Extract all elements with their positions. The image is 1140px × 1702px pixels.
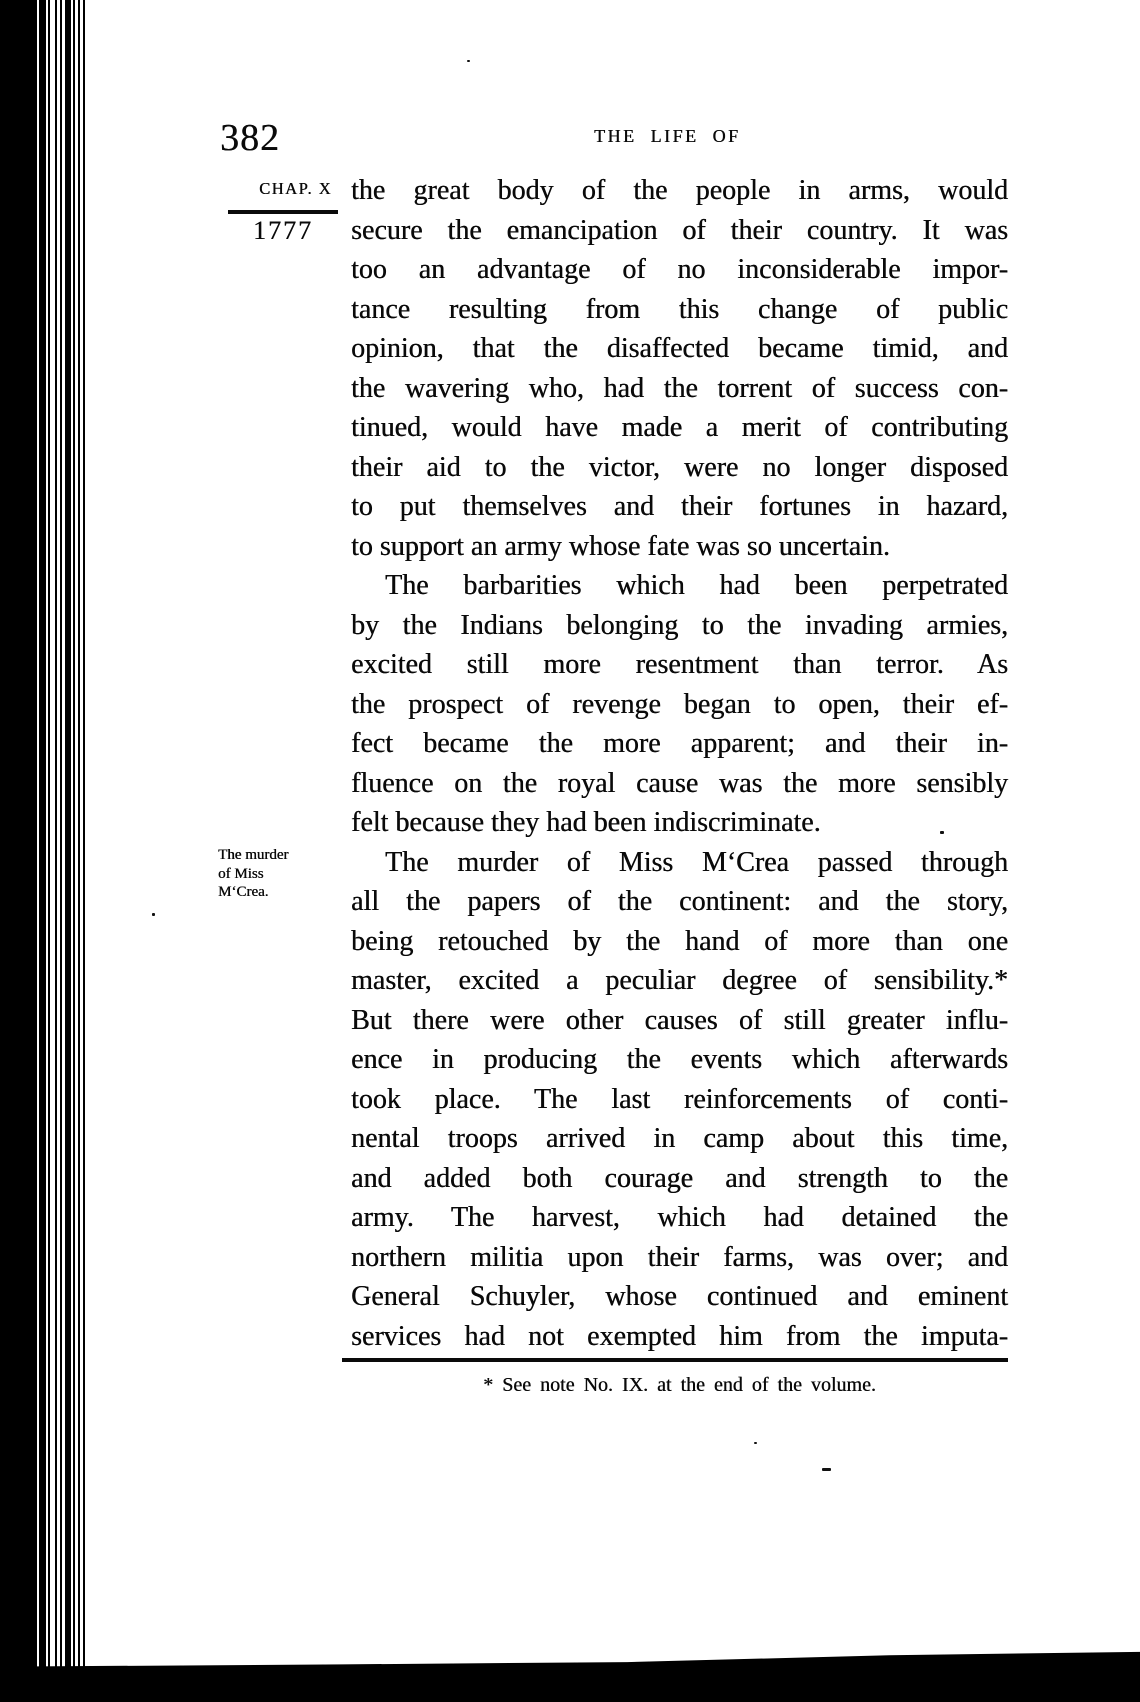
body-line: army. The harvest, which had detained the (351, 1202, 1008, 1233)
body-line: the wavering who, had the torrent of success con- (351, 372, 1008, 404)
body-line: felt because they had been indiscriminate. (351, 807, 821, 838)
scan-speck (754, 1442, 757, 1444)
body-line: nental troops arrived in camp about this time, (351, 1123, 1008, 1154)
body-line: The barbarities which had been perpetrated (385, 570, 1008, 601)
footnote: * See note No. IX. at the end of the volume. (483, 1374, 876, 1396)
body-line: But there were other causes of still greater influ- (351, 1004, 1008, 1036)
body-line: master, excited a peculiar degree of sensibility.* (351, 965, 1008, 996)
scan-speck (822, 1468, 831, 1471)
body-line: The murder of Miss M‘Crea passed through (385, 846, 1008, 878)
body-line: being retouched by the hand of more than one (351, 925, 1008, 957)
side-note (218, 846, 326, 902)
body-line: too an advantage of no inconsiderable impor- (351, 254, 1008, 285)
body-line: by the Indians belonging to the invading armies, (351, 609, 1008, 641)
chapter-label: CHAP. X (259, 179, 332, 198)
body-line: General Schuyler, whose continued and eminent (351, 1281, 1008, 1312)
body-line: northern militia upon their farms, was over; and (351, 1241, 1008, 1273)
chapter-rule (228, 210, 338, 214)
body-line: took place. The last reinforcements of conti- (351, 1083, 1008, 1115)
year-label: 1777 (253, 216, 313, 245)
scan-gutter-band (0, 0, 88, 1702)
body-line: opinion, that the disaffected became timid, and (351, 333, 1008, 364)
body-line: tinued, would have made a merit of contributing (351, 412, 1008, 443)
scan-speck (467, 60, 470, 62)
body-line: tance resulting from this change of public (351, 293, 1008, 325)
body-line: to support an army whose fate was so uncertain. (351, 530, 890, 562)
scan-bottom-bar (0, 1645, 1140, 1702)
body-line: the great body of the people in arms, would (351, 175, 1008, 206)
body-line: to put themselves and their fortunes in hazard, (351, 491, 1008, 522)
page-number: 382 (220, 117, 280, 159)
body-line: and added both courage and strength to the (351, 1162, 1008, 1194)
running-header: THE LIFE OF (594, 126, 741, 146)
body-line: secure the emancipation of their country. It was (351, 214, 1008, 246)
footnote-rule (342, 1358, 1008, 1362)
body-line: all the papers of the continent: and the story, (351, 886, 1008, 917)
body-line: their aid to the victor, were no longer disposed (351, 451, 1008, 483)
body-line: fect became the more apparent; and their in- (351, 728, 1008, 759)
body-line: ence in producing the events which afterwards (351, 1044, 1008, 1075)
body-line: services had not exempted him from the imputa- (351, 1320, 1008, 1352)
body-line: excited still more resentment than terror. As (351, 649, 1008, 680)
body-text (351, 171, 1008, 1356)
side-note-line: The murder (218, 847, 289, 863)
body-line: fluence on the royal cause was the more sensibly (351, 767, 1008, 799)
side-note-line: of Miss (218, 865, 264, 882)
scan-speck (152, 913, 155, 916)
side-note-line: M‘Crea. (218, 884, 269, 900)
body-line: the prospect of revenge began to open, their ef- (351, 688, 1008, 720)
